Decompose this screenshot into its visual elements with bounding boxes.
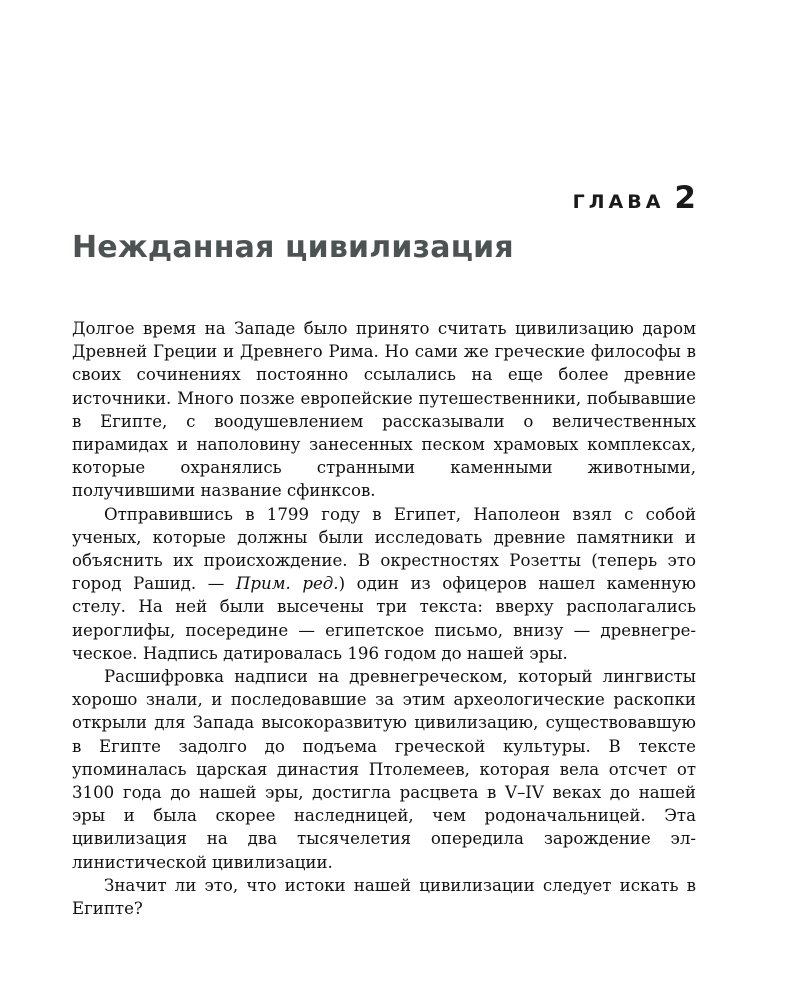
chapter-title: Нежданная цивилизация — [72, 230, 514, 265]
chapter-word: ГЛАВА — [572, 191, 665, 213]
paragraph-2-text-a: Отправившись в 1799 году в Египет, Наполеон взял с собой ученых, которые должны были исследовать древние памятники и объяснить их происхождение. В окрестностях Розетты (теперь это город Рашид. — — [72, 504, 696, 594]
paragraph-1: Долгое время на Западе было принято считать цивилизацию даром Древней Греции и Древнего Рима. Но сами же греческие философы в своих сочинениях постоянно ссылались на еще более древние источники. Много позже европейские путешественники, побывавшие в Египте, с воодушевлением рассказывали о величественных пирамидах и наполовину занесенных песком храмовых комплексах, которые охранялись странными каменными животными, получившими название сфинксов. — [72, 319, 696, 501]
paragraph-4: Значит ли это, что истоки нашей цивилизации следует искать в Египте? — [72, 875, 696, 919]
editor-note: Прим. ред. — [235, 574, 339, 594]
chapter-label — [573, 180, 696, 216]
paragraph-3: Расшифровка надписи на древнегреческом, который лингвисты хорошо знали, и последовавшие за этим археологические раскопки открыли для Запада высокоразвитую цивилизацию, существовавшую в Египте задолго до подъема греческой культуры. В тексте упоминалась царская династия Птолемеев, которая вела отсчет от 3100 года до нашей эры, достигла расцвета в V–IV веках до нашей эры и была скорее наследницей, чем родоначальницей. Эта цивилизация на два тысячелетия опередила зарождение эллинистической цивилизации. — [72, 667, 696, 872]
paragraph-2 — [72, 503, 696, 665]
chapter-number: 2 — [674, 180, 696, 216]
chapter-body — [72, 317, 696, 920]
paragraph-2-text-b: ) один из офицеров нашел каменную стелу. На ней были высечены три текста: вверху располагались иероглифы, посередине — египетское письмо, внизу — древнегреческое. Надпись датировалась 196 годом до нашей эры. — [72, 574, 696, 663]
